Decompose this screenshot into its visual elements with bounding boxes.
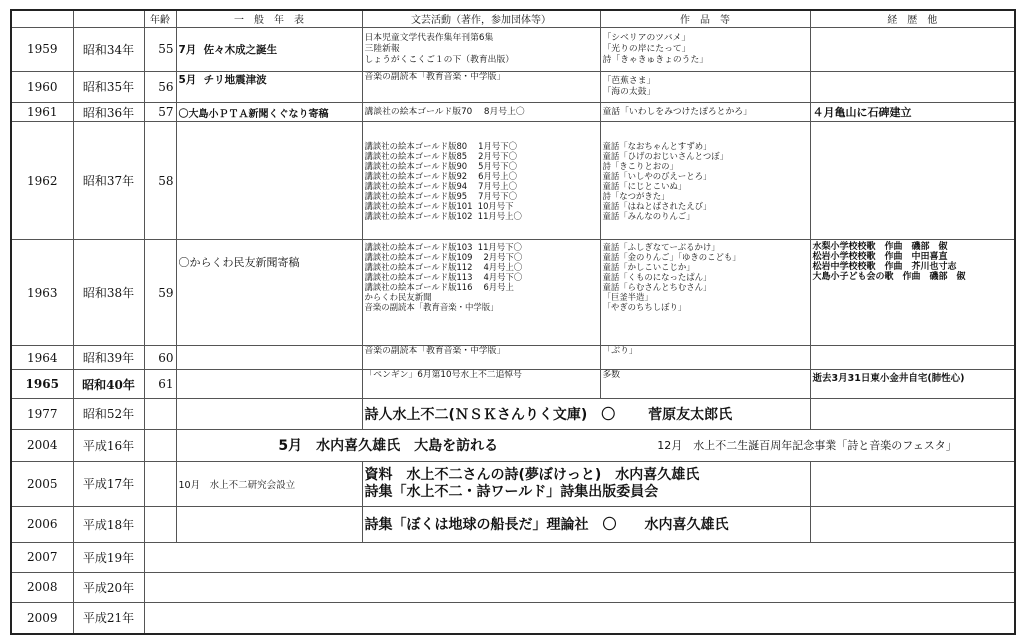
general-cell: 5月 チリ地震津波 [176, 71, 362, 102]
works-cell: 「ぶり」 [600, 346, 810, 370]
year-cell: 1963 [11, 240, 73, 346]
works-cell: 多数 [600, 370, 810, 398]
general-cell [176, 370, 362, 398]
empty-cell [144, 602, 1015, 634]
chronology-table [10, 9, 1016, 635]
activity-cell: 講談社の絵本ゴールド版70 8月号上〇 [362, 103, 600, 122]
age-cell [144, 398, 176, 429]
span-left-cell: 5月 水内喜久雄氏 大島を訪れる [176, 430, 600, 461]
header-career: 経 歴 他 [810, 10, 1015, 27]
header-era [73, 10, 144, 27]
age-cell: 56 [144, 71, 176, 102]
age-cell [144, 430, 176, 461]
year-cell: 1965 [11, 370, 73, 398]
era-cell: 平成19年 [73, 543, 144, 572]
span-right-cell: 12月 水上不二生誕百周年記念事業「詩と音楽のフェスタ」 [600, 430, 1015, 461]
general-cell: 〇からくわ民友新聞寄稿 [176, 240, 362, 346]
general-cell [176, 346, 362, 370]
era-cell: 昭和39年 [73, 346, 144, 370]
era-cell: 平成17年 [73, 461, 144, 506]
career-cell [810, 346, 1015, 370]
age-cell: 57 [144, 103, 176, 122]
career-cell [810, 506, 1015, 543]
table-row [11, 461, 1015, 506]
activity-cell: 「ペンギン」6月第10号水上不二追悼号 [362, 370, 600, 398]
header-works: 作 品 等 [600, 10, 810, 27]
career-cell: 逝去3月31日東小金井自宅(肺性心) [810, 370, 1015, 398]
works-cell: 童話「ふしぎなてーぶるかけ」 童話「金のりんご」「ゆきのこども」 童話「かしこいこじか」 童話「くものになったぱん」 童話「らむさんとちむさん」 「巨釜半造」 「やぎのちちしぼり」 [600, 240, 810, 346]
year-cell: 2009 [11, 602, 73, 634]
career-cell [810, 398, 1015, 429]
age-cell: 58 [144, 122, 176, 240]
table-row [11, 572, 1015, 602]
era-cell: 平成16年 [73, 430, 144, 461]
works-cell: 「芭蕉さま」 「海の太鼓」 [600, 71, 810, 102]
empty-cell [144, 572, 1015, 602]
header-age: 年齢 [144, 10, 176, 27]
year-cell: 1960 [11, 71, 73, 102]
activity-cell: 講談社の絵本ゴールド版103 11月号下〇 講談社の絵本ゴールド版109 2月号下〇 講談社の絵本ゴールド版112 4月号上〇 講談社の絵本ゴールド版113 4月号下〇 講談社の絵本ゴールド版116 6月号上 からくわ民友新聞 音楽の副読本「教育音楽・中学版」 [362, 240, 600, 346]
header-general: 一 般 年 表 [176, 10, 362, 27]
table-row [11, 398, 1015, 429]
career-cell: 水梨小学校校歌 作曲 磯部 俶 松岩小学校校歌 作曲 中田喜直 松岩中学校校歌 作曲 芥川也寸志 大島小子ども会の歌 作曲 磯部 俶 [810, 240, 1015, 346]
year-cell: 1964 [11, 346, 73, 370]
table-row [11, 506, 1015, 543]
era-cell: 昭和37年 [73, 122, 144, 240]
age-cell [144, 506, 176, 543]
age-cell: 60 [144, 346, 176, 370]
era-cell: 平成18年 [73, 506, 144, 543]
career-cell [810, 122, 1015, 240]
activity-cell: 音楽の副読本「教育音楽・中学版」 [362, 71, 600, 102]
header-row [11, 10, 1015, 27]
table-row [11, 346, 1015, 370]
era-cell: 昭和34年 [73, 27, 144, 71]
era-cell: 平成20年 [73, 572, 144, 602]
year-cell: 1959 [11, 27, 73, 71]
works-cell: 童話「なおちゃんとすずめ」 童話「ひげのおじいさんとつぼ」 詩「きこりとおの」 童話「いしやのびえーとろ」 童話「にじとこいぬ」 詩「なつがきた」 童話「はねとばされたえび」 童話「みんなのりんご」 [600, 122, 810, 240]
era-cell: 昭和38年 [73, 240, 144, 346]
table-row [11, 122, 1015, 240]
year-cell: 2005 [11, 461, 73, 506]
activity-cell: 音楽の副読本「教育音楽・中学版」 [362, 346, 600, 370]
year-cell: 2008 [11, 572, 73, 602]
empty-cell [144, 543, 1015, 572]
year-cell: 2004 [11, 430, 73, 461]
age-cell [144, 461, 176, 506]
table-row [11, 370, 1015, 398]
era-cell: 昭和35年 [73, 71, 144, 102]
span-cell: 詩集「ぼくは地球の船長だ」理論社 〇 水内喜久雄氏 [362, 506, 810, 543]
works-cell: 「シベリアのツバメ」 「光りの岸にたって」 詩「きゃきゅきょのうた」 [600, 27, 810, 71]
general-cell: 7月 佐々木成之誕生 [176, 27, 362, 71]
activity-cell: 日本児童文学代表作集年刊第6集 三陸新報 しょうがくこくご１の下（教育出版） [362, 27, 600, 71]
works-cell: 童話「いわしをみつけたぽろとかろ」 [600, 103, 810, 122]
table-row [11, 543, 1015, 572]
year-cell: 1962 [11, 122, 73, 240]
year-cell: 1977 [11, 398, 73, 429]
career-cell [810, 27, 1015, 71]
general-cell [176, 122, 362, 240]
year-cell: 2007 [11, 543, 73, 572]
table-row [11, 602, 1015, 634]
table-row [11, 71, 1015, 102]
career-cell [810, 71, 1015, 102]
span-cell: 詩人水上不二(ＮＳＫさんりく文庫) 〇 菅原友太郎氏 [362, 398, 810, 429]
age-cell: 55 [144, 27, 176, 71]
age-cell: 61 [144, 370, 176, 398]
era-cell: 昭和36年 [73, 103, 144, 122]
header-year [11, 10, 73, 27]
header-activity: 文芸活動（著作，参加団体等） [362, 10, 600, 27]
era-cell: 平成21年 [73, 602, 144, 634]
table-row [11, 430, 1015, 461]
year-cell: 1961 [11, 103, 73, 122]
activity-cell: 講談社の絵本ゴールド版80 1月号下〇 講談社の絵本ゴールド版85 2月号下〇 講談社の絵本ゴールド版90 5月号下〇 講談社の絵本ゴールド版92 6月号上〇 講談社の絵本ゴールド版94 7月号上〇 講談社の絵本ゴールド版95 7月号下〇 講談社の絵本ゴールド版101 10月号下 講談社の絵本ゴールド版102 11月号上〇 [362, 122, 600, 240]
general-cell [176, 398, 362, 429]
table-row [11, 27, 1015, 71]
age-cell: 59 [144, 240, 176, 346]
general-cell: 〇大島小ＰＴＡ新聞くぐなり寄稿 [176, 103, 362, 122]
career-cell: ４月亀山に石碑建立 [810, 103, 1015, 122]
year-cell: 2006 [11, 506, 73, 543]
table-row [11, 103, 1015, 122]
table-row [11, 240, 1015, 346]
general-cell: 10月 水上不二研究会設立 [176, 461, 362, 506]
span-cell: 資料 水上不二さんの詩(夢ぼけっと) 水内喜久雄氏 詩集「水上不二・詩ワールド」詩集出版委員会 [362, 461, 810, 506]
general-cell [176, 506, 362, 543]
era-cell: 昭和52年 [73, 398, 144, 429]
career-cell [810, 461, 1015, 506]
era-cell: 昭和40年 [73, 370, 144, 398]
